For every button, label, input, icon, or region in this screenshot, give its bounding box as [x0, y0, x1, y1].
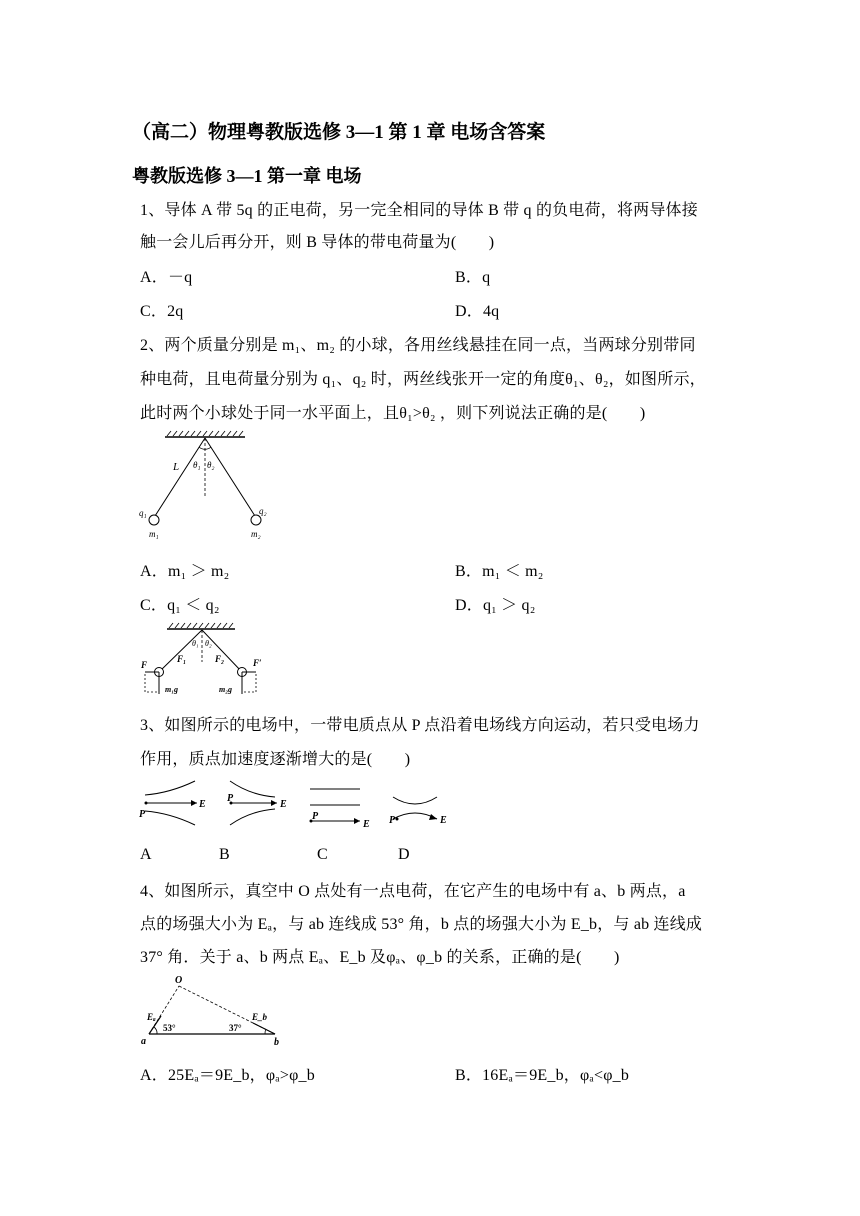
- q3-line2: 作用，质点加速度逐渐增大的是( ): [140, 751, 411, 768]
- label-q2: q₂: [259, 506, 267, 516]
- q3-option-d-label: D: [398, 846, 410, 863]
- label-Fp: F′: [253, 658, 262, 668]
- q2-force-figure: [135, 622, 275, 697]
- q2-option-b: B．m₁ ＜ m₂: [455, 563, 544, 580]
- string-right: [205, 438, 255, 516]
- figure-a-point-p: [145, 802, 148, 805]
- figure-d-arrowhead: [429, 814, 437, 820]
- q2-option-a: A．m₁ ＞ m₂: [140, 563, 230, 580]
- q4-option-a: A．25Eₐ＝9E_b，φₐ>φ_b: [140, 1067, 315, 1084]
- label-F: F: [141, 660, 148, 670]
- angle-arc-b: [265, 1029, 266, 1034]
- q1-option-b: B．q: [455, 269, 491, 286]
- figure-d-label-P: P: [389, 815, 396, 826]
- label-O: O: [175, 975, 183, 986]
- document-title: （高二）物理粤教版选修 3—1 第 1 章 电场含答案: [132, 122, 546, 143]
- label-theta1: θ₁: [192, 639, 199, 648]
- ball-m1: [149, 515, 159, 525]
- q2-line1: 2、两个质量分别是 m₁、m₂ 的小球，各用丝线悬挂在同一点，当两球分别带同: [140, 337, 696, 354]
- q2-line2: 种电荷，且电荷量分别为 q₁、q₂ 时，两丝线张开一定的角度θ₁、θ₂，如图所示，: [140, 371, 706, 388]
- figure-c-arrowhead: [354, 818, 360, 824]
- label-theta2: θ₂: [205, 639, 212, 648]
- figure-b-label-P: P: [227, 793, 234, 804]
- figure-d-point-p: [396, 818, 399, 821]
- ball-m2: [251, 515, 261, 525]
- ceiling-hatch: [169, 623, 233, 628]
- figure-a-lines: [145, 781, 197, 825]
- q3-option-c-label: C: [317, 846, 328, 863]
- figure-d-lines: [393, 797, 437, 819]
- label-theta2: θ₂: [207, 460, 215, 470]
- q4-line2: 点的场强大小为 Eₐ，与 ab 连线成 53° 角，b 点的场强大小为 E_b，与 ab 连线成: [140, 916, 703, 933]
- label-angle-a: 53°: [163, 1023, 176, 1033]
- string-left: [155, 438, 205, 516]
- label-m1g: m₁g: [165, 685, 179, 694]
- q2-line3: 此时两个小球处于同一水平面上，且θ₁>θ₂ ，则下列说法正确的是( ): [140, 405, 646, 422]
- section-title: 粤教版选修 3—1 第一章 电场: [132, 166, 362, 186]
- string-right: [202, 630, 242, 672]
- label-q1: q₁: [139, 508, 147, 518]
- q3-option-a-label: A: [140, 846, 152, 863]
- label-m1: m₁: [149, 529, 159, 539]
- label-F2: F₂: [215, 654, 225, 664]
- q1-option-d: D．4q: [455, 303, 500, 320]
- label-Eb: E_b: [252, 1012, 268, 1022]
- q3-line1: 3、如图所示的电场中，一带电质点从 P 点沿着电场线方向运动，若只受电场力: [140, 717, 700, 734]
- q1-option-c: C．2q: [140, 303, 184, 320]
- label-a: a: [141, 1036, 146, 1047]
- q1-option-a: A．－q: [140, 269, 193, 286]
- field-Eb-arrow: [253, 1023, 275, 1034]
- label-Ea: Eₐ: [147, 1012, 156, 1022]
- figure-b-arrowhead: [271, 800, 277, 806]
- q2-option-d: D．q₁ ＞ q₂: [455, 597, 536, 614]
- figure-d-label-E: E: [440, 815, 447, 826]
- q4-option-b: B．16Eₐ＝9E_b，φₐ<φ_b: [455, 1067, 630, 1084]
- q3-option-b-label: B: [219, 846, 230, 863]
- q1-line1: 1、导体 A 带 5q 的正电荷，另一完全相同的导体 B 带 q 的负电荷，将两导体接: [140, 202, 698, 219]
- label-F1: F₁: [177, 654, 187, 664]
- q4-triangle-figure: [135, 972, 285, 1047]
- label-m2: m₂: [251, 529, 261, 539]
- label-b: b: [274, 1037, 279, 1047]
- string-left: [159, 630, 202, 672]
- figure-c-label-E: E: [363, 819, 370, 830]
- label-L: L: [173, 461, 180, 473]
- q3-field-lines-figure: [135, 775, 465, 835]
- angle-arc-a: [154, 1027, 157, 1034]
- q4-line3: 37° 角．关于 a、b 两点 Eₐ、E_b 及φₐ、φ_b 的关系，正确的是( ): [140, 949, 620, 966]
- label-theta1: θ₁: [193, 460, 201, 470]
- figure-a-arrowhead: [191, 800, 197, 806]
- figure-b-label-E: E: [280, 799, 287, 810]
- q1-line2: 触一会儿后再分开，则 B 导体的带电荷量为( ): [140, 234, 495, 251]
- q4-line1: 4、如图所示，真空中 O 点处有一点电荷，在它产生的电场中有 a、b 两点，a: [140, 883, 686, 900]
- figure-c-label-P: P: [312, 811, 319, 822]
- ceiling-hatch: [167, 431, 243, 436]
- q2-option-c: C．q₁ ＜ q₂: [140, 597, 220, 614]
- q2-pendulum-figure: [135, 430, 285, 545]
- figure-b-lines: [230, 781, 277, 825]
- label-m2g: m₂g: [219, 685, 233, 694]
- figure-a-label-P: P: [139, 809, 146, 820]
- label-angle-b: 37°: [229, 1023, 242, 1033]
- figure-a-label-E: E: [199, 799, 206, 810]
